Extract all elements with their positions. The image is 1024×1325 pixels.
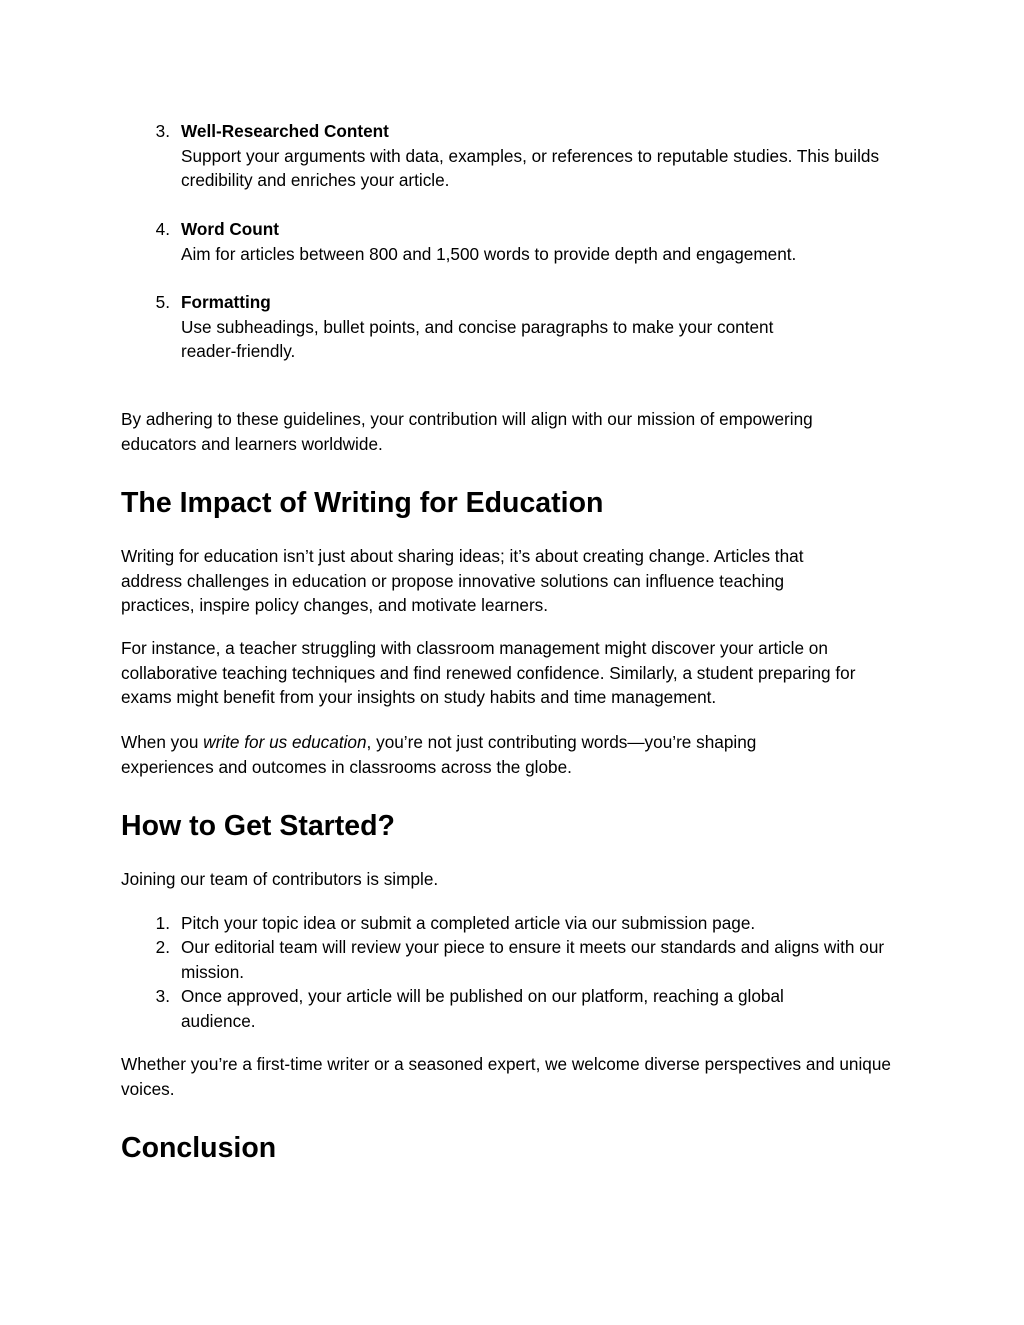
- section-heading-conclusion: Conclusion: [121, 1132, 277, 1164]
- list-number: 2.: [155, 937, 170, 957]
- impact-paragraph-3-end: , you’re not just contributing words—you’re shaping experiences and outcomes in classrooms across the globe.: [121, 732, 757, 777]
- list-number: 5.: [155, 292, 170, 312]
- step-text: Pitch your topic idea or submit a completed article via our submission page.: [181, 913, 756, 933]
- list-number: 4.: [155, 219, 170, 239]
- guideline-title: Formatting: [181, 292, 271, 312]
- list-number: 1.: [155, 913, 170, 933]
- list-number: 3.: [155, 986, 170, 1006]
- impact-paragraph-3-emphasis: write for us education: [203, 732, 367, 752]
- list-number: 3.: [155, 121, 170, 141]
- get-started-closing: Whether you’re a first-time writer or a seasoned expert, we welcome diverse perspectives and unique voices.: [121, 1054, 891, 1099]
- guideline-text: Use subheadings, bullet points, and concise paragraphs to make your content reader-friendly.: [181, 316, 774, 361]
- guideline-text: Aim for articles between 800 and 1,500 words to provide depth and engagement.: [181, 243, 797, 264]
- section-heading-get-started: How to Get Started?: [121, 810, 395, 842]
- step-text: Our editorial team will review your piece to ensure it meets our standards and aligns with our mission.: [181, 937, 885, 982]
- get-started-intro: Joining our team of contributors is simple.: [121, 869, 439, 889]
- step-text: Once approved, your article will be published on our platform, reaching a global audience.: [181, 986, 784, 1031]
- guidelines-closing-paragraph: By adhering to these guidelines, your contribution will align with our mission of empowering educators and learners worldwide.: [121, 409, 813, 454]
- guideline-text: Support your arguments with data, examples, or references to reputable studies. This builds credibility and enriches your article.: [181, 145, 880, 190]
- guideline-title: Word Count: [181, 219, 280, 239]
- impact-paragraph-1: Writing for education isn’t just about sharing ideas; it’s about creating change. Articles that address challenges in education or propose innovative solutions can influence teaching practices, inspire policy changes, and motivate learners.: [121, 546, 804, 615]
- section-heading-impact: The Impact of Writing for Education: [121, 487, 604, 519]
- impact-paragraph-3-start: When you: [121, 732, 204, 752]
- impact-paragraph-3: [121, 730, 821, 779]
- guideline-title: Well-Researched Content: [181, 121, 389, 141]
- impact-paragraph-2: For instance, a teacher struggling with classroom management might discover your article on collaborative teaching techniques and find renewed confidence. Similarly, a student preparing for exams might benefit from your insights on study habits and time management.: [121, 638, 856, 707]
